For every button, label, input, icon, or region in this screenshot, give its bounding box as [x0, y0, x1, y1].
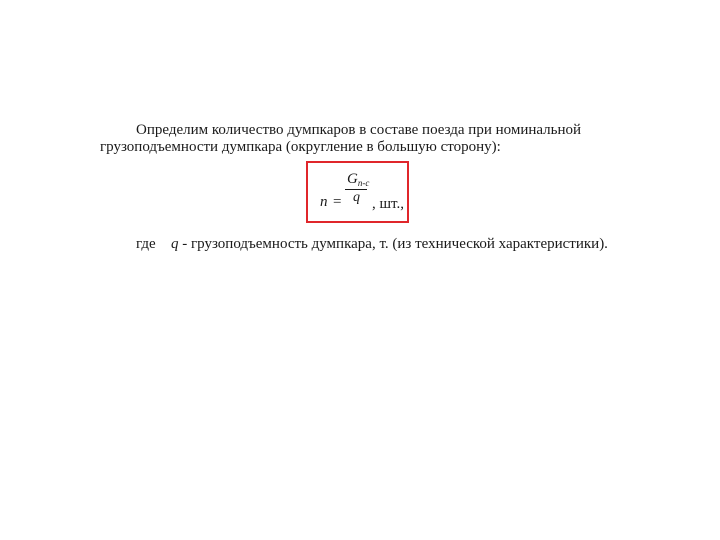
- paragraph-line-1: Определим количество думпкаров в составе поезда при номинальной: [136, 122, 582, 138]
- definition-line: [171, 235, 608, 253]
- formula-unit: , шт.,: [372, 196, 404, 212]
- formula-denominator: q: [353, 190, 360, 205]
- formula-numerator: [347, 171, 369, 188]
- formula-numerator-subscript: п-с: [357, 178, 370, 188]
- formula-lhs: n: [320, 194, 328, 210]
- paragraph-line-2: грузоподъемности думпкара (округление в большую сторону):: [100, 139, 501, 155]
- formula-equals: =: [333, 194, 342, 210]
- where-word: где: [136, 236, 156, 252]
- formula-numerator-symbol: G: [347, 171, 358, 187]
- definition-text: - грузоподъемность думпкара, т. (из технической характеристики).: [178, 236, 608, 252]
- definition-symbol: q: [171, 236, 179, 252]
- formula-highlight-box: [306, 161, 409, 223]
